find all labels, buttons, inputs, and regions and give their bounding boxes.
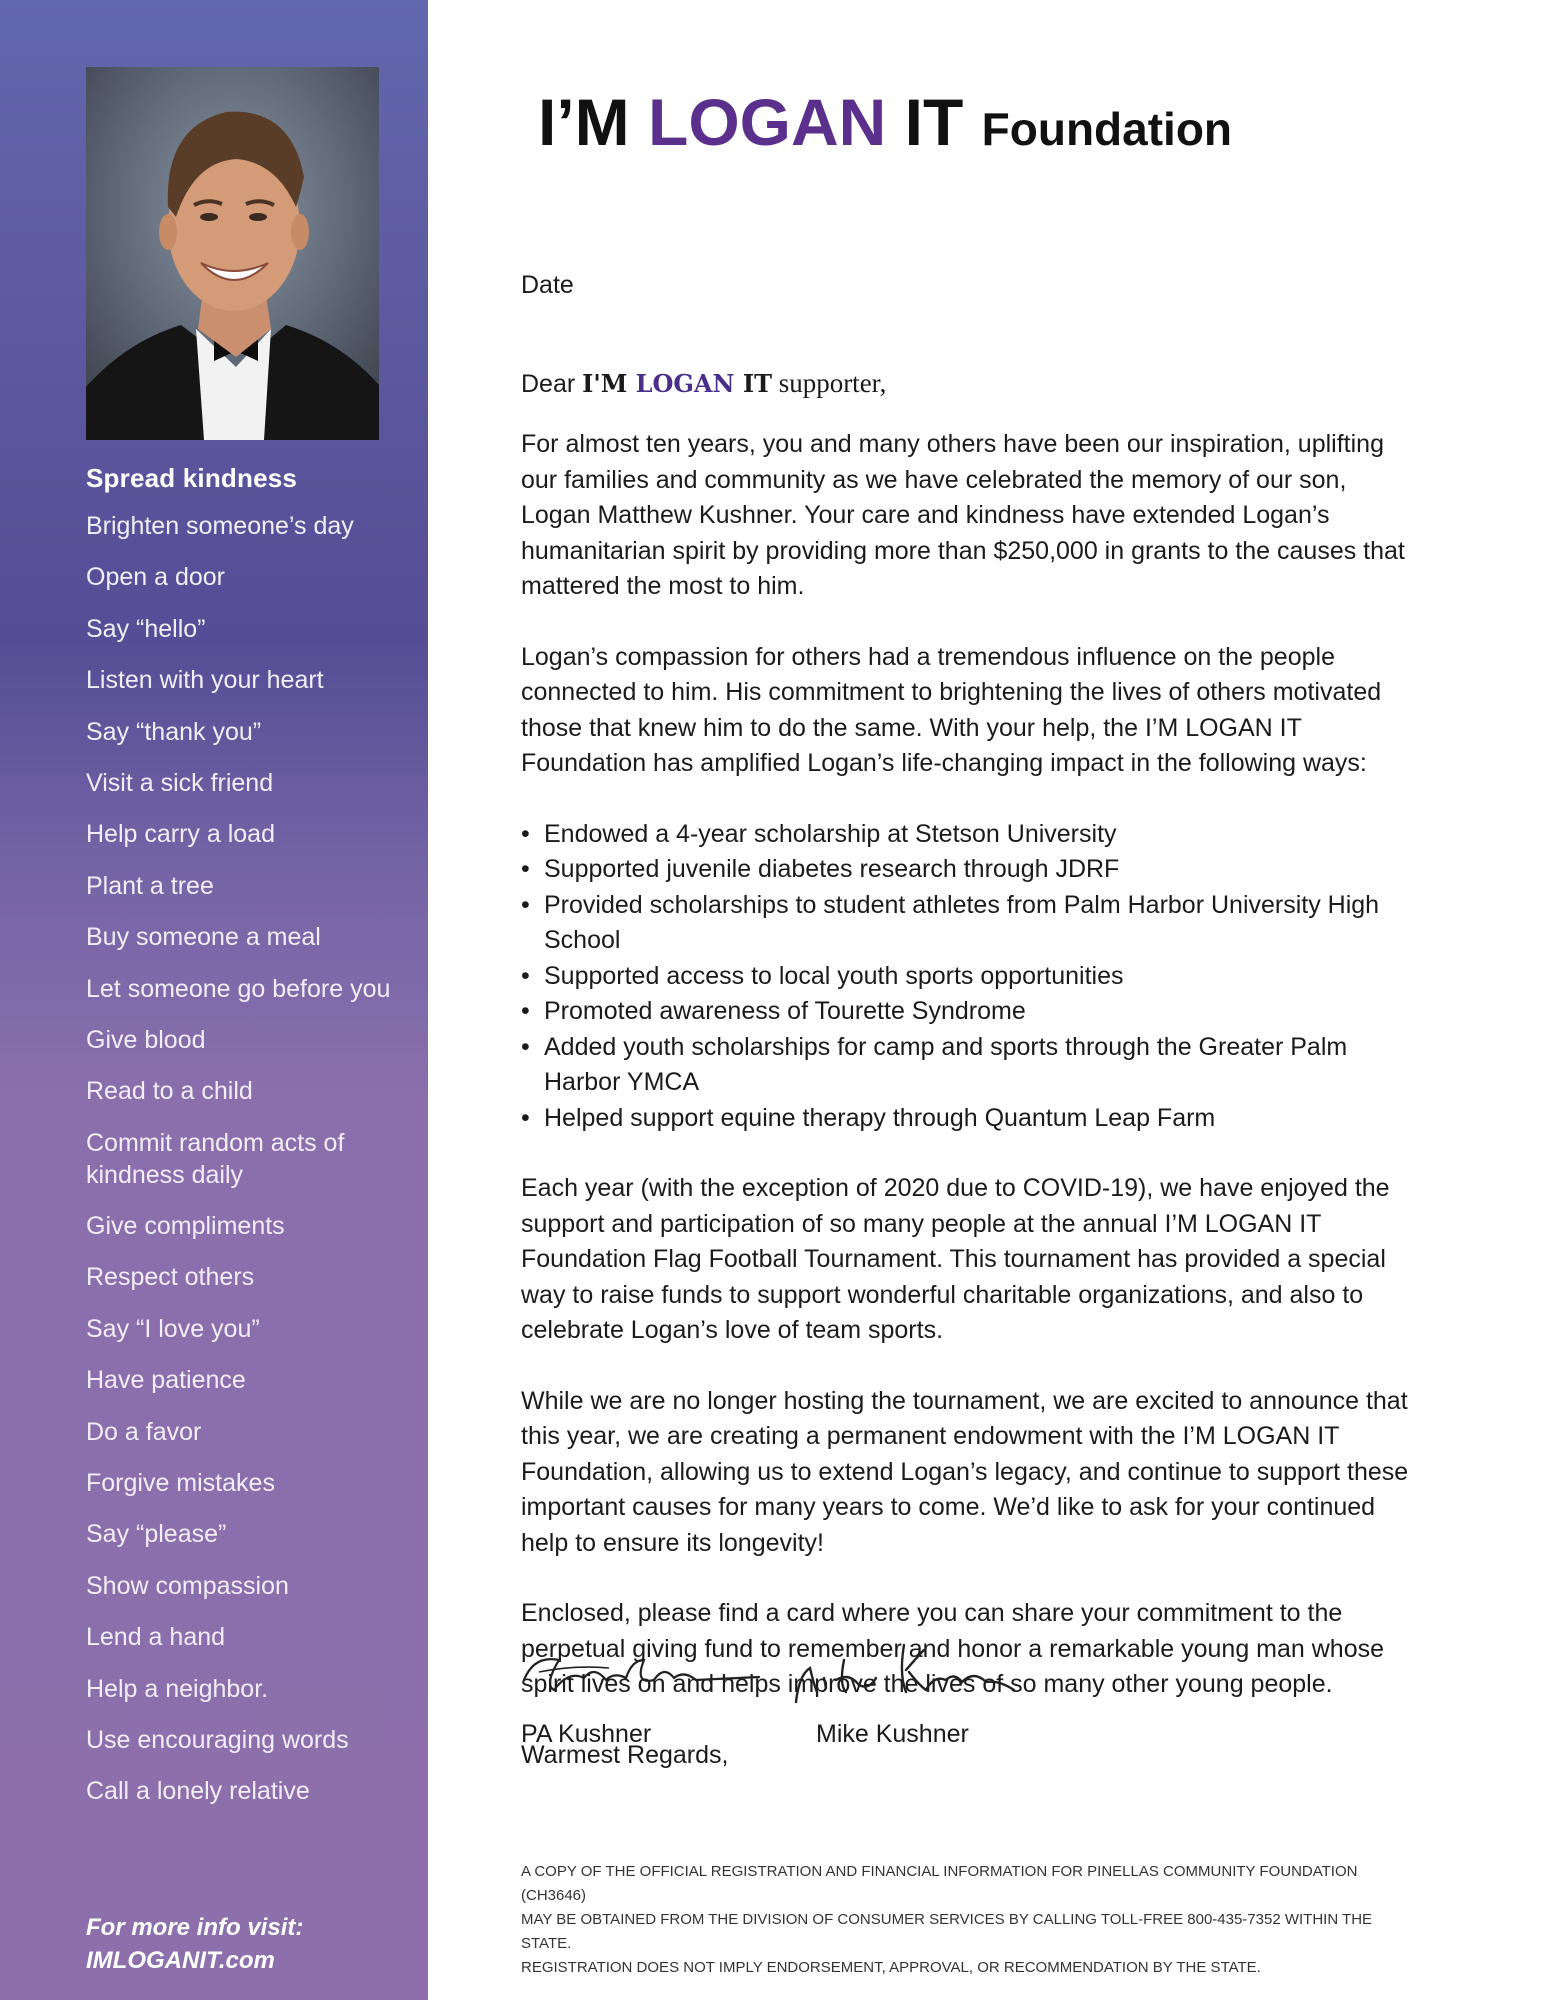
list-item: • Promoted awareness of Tourette Syndrome	[521, 994, 1421, 1030]
paragraph-compassion: Logan’s compassion for others had a tremendous influence on the people connected to him. His commitment to brightening the lives of others motivated those that knew him to do the same. With your help, the I’M LOGAN IT Foundation has amplified Logan’s life-changing impact in the following ways:	[521, 642, 1382, 777]
list-item: Buy someone a meal	[86, 923, 321, 952]
list-item: Plant a tree	[86, 871, 214, 900]
letter-date: Date	[521, 271, 574, 299]
list-item: Use encouraging words	[86, 1725, 349, 1754]
salutation-brand-im: I'M	[582, 368, 636, 398]
list-item: Call a lonely relative	[86, 1777, 310, 1806]
list-item: Give blood	[86, 1025, 206, 1054]
list-item: Say “hello”	[86, 614, 206, 643]
portrait-image	[86, 67, 379, 440]
list-item: Commit random acts of kindness daily	[86, 1128, 345, 1189]
salutation	[521, 366, 1421, 403]
salutation-brand-logan: LOGAN	[635, 368, 735, 398]
list-item: • Supported access to local youth sports opportunities	[521, 959, 1421, 995]
list-item: • Endowed a 4-year scholarship at Stetson University	[521, 817, 1421, 853]
salutation-supporter: supporter,	[771, 367, 887, 398]
list-item: Brighten someone’s day	[86, 512, 354, 540]
list-item: Say “thank you”	[86, 717, 262, 746]
disclaimer-line: REGISTRATION DOES NOT IMPLY ENDORSEMENT, APPROVAL, OR RECOMMENDATION BY THE STATE.	[521, 1959, 1261, 1976]
paragraph-intro: For almost ten years, you and many others have been our inspiration, uplifting our families and community as we have celebrated the memory of our son, Logan Matthew Kushner. Your care and kindness have extended Logan’s humanitarian spirit by providing more than $250,000 in grants to the causes that mattered the most to him.	[521, 430, 1405, 600]
list-item: Listen with your heart	[86, 666, 324, 695]
list-item: Visit a sick friend	[86, 768, 274, 797]
sidebar	[0, 0, 428, 2000]
list-item: Read to a child	[86, 1077, 253, 1106]
list-item: • Helped support equine therapy through Quantum Leap Farm	[521, 1101, 1421, 1137]
list-item: Open a door	[86, 563, 225, 592]
list-item: Have patience	[86, 1366, 246, 1395]
disclaimer-line: MAY BE OBTAINED FROM THE DIVISION OF CONSUMER SERVICES BY CALLING TOLL-FREE 800-435-7352 WITHIN THE STATE.	[521, 1911, 1373, 1952]
disclaimer-line: A COPY OF THE OFFICIAL REGISTRATION AND FINANCIAL INFORMATION FOR PINELLAS COMMUNITY FOUNDATION (CH3646)	[521, 1863, 1358, 1904]
foundation-logo-title	[538, 84, 1232, 160]
signatures	[514, 1630, 1034, 1710]
list-item: Show compassion	[86, 1571, 289, 1600]
list-item: • Provided scholarships to student athletes from Palm Harbor University High School	[521, 888, 1421, 959]
list-item: Respect others	[86, 1263, 255, 1292]
list-item: Let someone go before you	[86, 974, 391, 1003]
list-item: Help a neighbor.	[86, 1674, 269, 1703]
signer-mike-kushner: Mike Kushner	[816, 1720, 969, 1748]
title-part-im: I’M	[538, 85, 648, 159]
list-item: Do a favor	[86, 1417, 202, 1446]
signer-pa-kushner: PA Kushner	[521, 1720, 652, 1748]
closing: Warmest Regards,	[521, 1740, 729, 1769]
salutation-dear: Dear	[521, 369, 583, 398]
impact-list	[521, 817, 1421, 1137]
list-item: Say “I love you”	[86, 1314, 260, 1343]
list-item: • Supported juvenile diabetes research through JDRF	[521, 852, 1421, 888]
paragraph-enclosed: Enclosed, please find a card where you can share your commitment to the perpetual giving fund to remember and honor a remarkable young man whose spirit lives on and helps improve the lives of so many other young people.	[521, 1599, 1385, 1698]
list-item: Help carry a load	[86, 820, 275, 849]
title-part-logan: LOGAN	[648, 85, 887, 159]
title-part-foundation: Foundation	[981, 103, 1233, 155]
sidebar-heading: Spread kindness	[86, 463, 298, 493]
list-item: • Added youth scholarships for camp and sports through the Greater Palm Harbor YMCA	[521, 1030, 1421, 1101]
list-item: Say “please”	[86, 1520, 227, 1549]
paragraph-tournament: Each year (with the exception of 2020 due to COVID-19), we have enjoyed the support and participation of so many people at the annual I’M LOGAN IT Foundation Flag Football Tournament. This tournament has provided a special way to raise funds to support wonderful charitable organizations, and also to celebrate Logan’s love of team sports.	[521, 1174, 1390, 1344]
letter-body	[521, 268, 1421, 1773]
handwritten-signatures	[514, 1630, 1034, 1710]
list-item: Give compliments	[86, 1212, 285, 1241]
visit-label: For more info visit:	[86, 1914, 304, 1941]
legal-disclaimer	[521, 1860, 1401, 1980]
kindness-list	[86, 510, 406, 1827]
paragraph-endowment: While we are no longer hosting the tournament, we are excited to announce that this year, we are creating a permanent endowment with the I’M LOGAN IT Foundation, allowing us to extend Logan’s legacy, and continue to support these important causes for many years to come. We’d like to ask for your continued help to ensure its longevity!	[521, 1386, 1409, 1557]
website-link[interactable]: IMLOGANIT.com	[86, 1947, 275, 1974]
list-item: Forgive mistakes	[86, 1469, 275, 1498]
portrait-photo	[86, 67, 379, 440]
visit-info	[86, 1911, 303, 1977]
title-part-it: IT	[886, 85, 982, 159]
list-item: Lend a hand	[86, 1623, 226, 1652]
salutation-brand-it: IT	[734, 368, 772, 398]
